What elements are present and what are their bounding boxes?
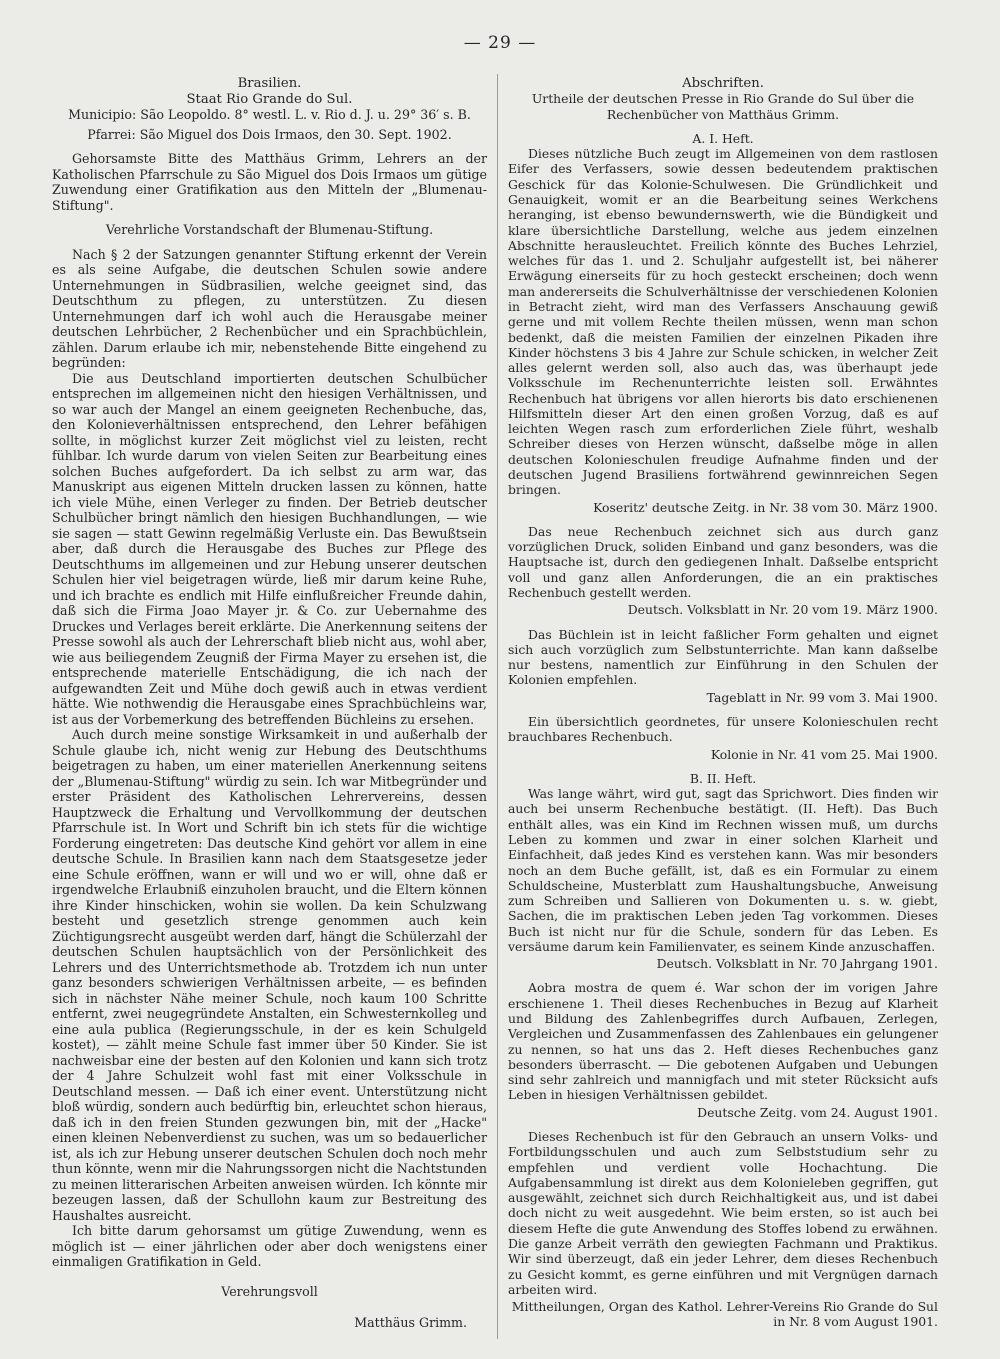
country-heading: Brasilien.	[237, 76, 302, 91]
review-text: Dieses nützliche Buch zeugt im Allgemeinen von dem rastlosen Eifer des Verfassers, sowie dessen bedeutendem praktischen Geschick für das Kolonie-Schulwesen. Die Gründlichkeit und Genauigkeit, womit er an die Bearbeitung seines Werkchens heranging, ist ebenso bewundernswerth, wie die Bündigkeit und klare übersichtliche Darstellung, welche aus jedem einzelnen Abschnitte herausleuchtet. Freilich könnte des Buches Lehrziel, welches für das 1. und 2. Schuljahr aufgestellt ist, bei näherer Erwägung einerseits für zu hoch gesteckt erscheinen; doch wenn man andererseits die Schulverhältnisse der verschiedenen Kolonien in Betracht zieht, wird man des Verfassers Anschauung gewiß gerne und mit vollem Rechte theilen müssen, wenn man schon bedenkt, daß die meisten Familien der einzelnen Pikaden ihre Kinder höchstens 3 bis 4 Jahre zur Schule schicken, in welcher Zeit alles gelernt werden soll, also auch das, was überhaupt jede Volksschule im Rechenunterrichte leisten soll. Erwähntes Rechenbuch hat übrigens vor allen hierorts bis dato erschienenen Hilfsmitteln dieser Art den einen großen Vorzug, daß es auf leichten Wegen rasch zum erforderlichen Ziele führt, weshalb Schreiber dieses von Herzen wünscht, daßselbe möge in allen deutschen Kolonieschulen freudige Aufnahme finden und der deutschen Jugend Brasiliens fortwährend gewinnreichen Segen bringen.	[508, 146, 938, 498]
body-paragraph: Die aus Deutschland importierten deutschen Schulbücher entsprechen im allgemeinen nicht den hiesigen Verhältnissen, und so war auch der Mangel an einem geeigneten Rechenbuche, das, den Kolonieverhältnissen entsprechend, den Lehrer befähigen sollte, in möglichst kurzer Zeit möglichst viel zu leisten, recht fühlbar. Ich wurde darum von vielen Seiten zur Bearbeitung eines solchen Buches aufgefordert. Da ich selbst zu arm war, das Manuskript aus eigenen Mitteln drucken lassen zu können, hatte ich viele Mühe, einen Verleger zu finden. Der Betrieb deutscher Schulbücher bringt nämlich den hiesigen Buchhandlungen, — wie sie sagen — statt Gewinn regelmäßig Verluste ein. Das Bewußtsein aber, daß durch die Herausgabe des Buches zur Pflege des Deutschthums im allgemeinen und zur Hebung unserer deutschen Schulen hier viel beigetragen würde, ließ mir darum keine Ruhe, und ich brachte es endlich mit Hilfe einflußreicher Freunde dahin, daß sich die Firma Joao Mayer jr. & Co. zur Uebernahme des Druckes und Verlages bereit erklärte. Die Anerkennung seitens der Presse sowohl als auch der Lehrerschaft blieb nicht aus, wohl aber, wie aus beiliegendem Zeugniß der Firma Mayer zu ersehen ist, die entsprechende materielle Entschädigung, die ich nach der aufgewandten Zeit und Mühe doch gewiß auch in etwas verdient hätte. Wie nothwendig die Herausgabe eines Sprachbüchleins war, ist aus der Vorbemerkung des betreffenden Büchleins zu ersehen.	[52, 370, 487, 727]
signature: Matthäus Grimm.	[354, 1315, 467, 1330]
request-paragraph: Gehorsamste Bitte des Matthäus Grimm, Lehrers an der Katholischen Pfarrschule zu São Miguel dos Dois Irmaos um gütige Zuwendung einer Gratifikation aus den Mitteln der „Blumenau-Stiftung".	[52, 151, 487, 213]
salutation: Verehrliche Vorstandschaft der Blumenau-Stiftung.	[105, 222, 434, 237]
review-source: Deutsch. Volksblatt in Nr. 70 Jahrgang 1901.	[656, 956, 938, 972]
state-heading: Staat Rio Grande do Sul.	[186, 91, 353, 107]
column-divider	[497, 74, 498, 1339]
right-column	[508, 76, 938, 1330]
body-paragraph: Ich bitte darum gehorsamst um gütige Zuwendung, wenn es möglich ist — einer jährlichen oder aber doch wenigstens einer einmaligen Gratifikation in Geld.	[52, 1223, 487, 1269]
review-source: Deutsch. Volksblatt in Nr. 20 vom 19. März 1900.	[627, 602, 938, 618]
pfarrei-line: Pfarrei: São Miguel dos Dois Irmaos, den 30. Sept. 1902.	[87, 126, 452, 142]
review-source: Tageblatt in Nr. 99 vom 3. Mai 1900.	[706, 689, 938, 705]
heft-2-heading: B. II. Heft.	[689, 770, 757, 786]
municipio-line: Municipio: São Leopoldo. 8° westl. L. v. Rio d. J. u. 29° 36′ s. B.	[68, 107, 471, 122]
body-paragraph: Nach § 2 der Satzungen genannter Stiftung erkennt der Verein es als seine Aufgabe, die deutschen Schulen sowie andere Unternehmungen in Südbrasilien, welche geeignet sind, das Deutschthum zu pflegen, zu unterstützen. Zu diesen Unternehmungen darf ich wohl auch die Herausgabe meiner deutschen Lehrbücher, 2 Rechenbücher und ein Sprachbüchlein, zählen. Darum erlaube ich mir, nebenstehende Bitte eingehend zu begründen:	[52, 246, 487, 370]
page-number: — 29 —	[463, 33, 537, 53]
review-text: Ein übersichtlich geordnetes, für unsere Kolonieschulen recht brauchbares Rechenbuch.	[508, 713, 938, 745]
review-source: Koseritz' deutsche Zeitg. in Nr. 38 vom 30. März 1900.	[593, 499, 938, 515]
closing: Verehrungsvoll	[221, 1283, 318, 1299]
copies-subtitle: Urtheile der deutschen Presse in Rio Grande do Sul über die Rechenbücher von Matthäus Grimm.	[531, 91, 915, 122]
review-source: Kolonie in Nr. 41 vom 25. Mai 1900.	[710, 746, 938, 762]
review-text: Aobra mostra de quem é. War schon der im vorigen Jahre erschienene 1. Theil dieses Rechenbuches in Bezug auf Klarheit und Bildung des Zahlenbegriffes durch Aufbauen, Zerlegen, Vergleichen und Zusammenfassen des Zahlenbaues ein gelungener zu nennen, so hat uns das 2. Heft dieses Rechenbuches ganz besonders überrascht. — Die gebotenen Aufgaben und Uebungen sind sehr zahlreich und mannigfach und mit steter Rücksicht aufs Leben in hiesigen Verhältnissen gebildet.	[508, 980, 938, 1103]
review-text: Dieses Rechenbuch ist für den Gebrauch an unsern Volks- und Fortbildungsschulen und auch zum Selbststudium sehr zu empfehlen und verdient volle Hochachtung. Die Aufgabensammlung ist direkt aus dem Kolonieleben gegriffen, gut ausgewählt, zeichnet sich durch Reichhaltigkeit aus, und ist dabei doch nicht zu weit ausgedehnt. Wie beim ersten, so ist auch bei diesem Hefte die gute Anwendung des Stoffes lobend zu erwähnen. Die ganze Arbeit verräth den gewiegten Fachmann und Praktikus. Wir sind überzeugt, daß ein jeder Lehrer, dem dieses Rechenbuch zu Gesicht kommt, es gerne einführen und mit Vergnügen darnach arbeiten wird.	[508, 1129, 938, 1297]
review-text: Das Büchlein ist in leicht faßlicher Form gehalten und eignet sich auch vorzüglich zum Selbstunterrichte. Man kann daßselbe nur bestens, namentlich zur Einführung in den Schulen der Kolonien empfehlen.	[508, 626, 938, 688]
left-column	[52, 76, 487, 1331]
body-paragraph: Auch durch meine sonstige Wirksamkeit in und außerhalb der Schule glaube ich, nicht wenig zur Hebung des Deutschthums beigetragen zu haben, um einer materiellen Anerkennung seitens der „Blumenau-Stiftung" würdig zu sein. Ich war Mitbegründer und erster Präsident des Katholischen Lehrervereins, dessen Hauptzweck die Erhaltung und Vervollkommung der deutschen Pfarrschule ist. In Wort und Schrift bin ich stets für die wichtige Forderung eingetreten: Das deutsche Kind gehört vor allem in eine deutsche Schule. In Brasilien kann nach dem Staatsgesetze jeder eine Schule eröffnen, wann er will und wo er will, ohne daß er irgendwelche Erlaubniß einzuholen braucht, und die Eltern können ihre Kinder hinschicken, wohin sie wollen. Da kein Schulzwang besteht und gesetzlich strenge genommen auch kein Züchtigungsrecht ausgeübt werden darf, hängt die Schülerzahl der deutschen Schulen hauptsächlich von der Persönlichkeit des Lehrers und des Unterrichtsmethode ab. Trotzdem ich nun unter ganz besonders schwierigen Verhältnissen arbeite, — es befinden sich in nächster Nähe meiner Schule, noch kaum 100 Schritte entfernt, zwei neugegründete Anstalten, ein Schwesternkolleg und eine aula publica (Regierungsschule, in der es kein Schulgeld kostet), — zählt meine Schule fast immer über 50 Kinder. Sie ist nachweisbar eine der besten auf den Kolonien und kann sich trotz der 4 Jahre Schulzeit wohl fast mit einer Volksschule in Deutschland messen. — Daß ich einer event. Unterstützung nicht bloß würdig, sondern auch bedürftig bin, erleuchtet schon hieraus, daß ich in den freien Stunden gezwungen bin, mit der „Hacke" einen kleinen Nebenverdienst zu suchen, was um so bedauerlicher ist, als ich zur Hebung unserer deutschen Schulen doch noch mehr thun könnte, wenn mir die Nahrungssorgen nicht die Nachtstunden zu meinen litterarischen Arbeiten anweisen würden. Ich könnte mir bezeugen lassen, daß der Schullohn kaum zur Bestreitung des Haushaltes ausreicht.	[52, 727, 487, 1223]
heft-1-heading: A. I. Heft.	[692, 130, 754, 146]
review-source: Mittheilungen, Organ des Kathol. Lehrer-Vereins Rio Grande do Sul in Nr. 8 vom August 1901.	[511, 1299, 938, 1330]
review-text: Was lange währt, wird gut, sagt das Sprichwort. Dies finden wir auch bei unserm Rechenbuche bestätigt. (II. Heft). Das Buch enthält alles, was ein Kind im Rechnen wissen muß, um durchs Leben zu kommen und zwar in einer solchen Klarheit und Einfachheit, daß jedes Kind es verstehen kann. Was mir besonders noch an dem Buche gefällt, ist, daß es ein Formular zu einem Schuldscheine, Musterblatt zum Haushaltungsbuche, Anweisung zum Schreiben und Sallieren von Dokumenten u. s. w. giebt, Sachen, die im praktischen Leben jeden Tag vorkommen. Dieses Buch ist nicht nur für die Schule, sondern für das Leben. Es versäume darum kein Familienvater, es seinem Kinde anzuschaffen.	[508, 786, 938, 954]
review-text: Das neue Rechenbuch zeichnet sich aus durch ganz vorzüglichen Druck, soliden Einband und ganz besonders, was die Hauptsache ist, durch den gediegenen Inhalt. Daßselbe entspricht voll und ganz allen Anforderungen, die an ein praktisches Rechenbuch gestellt werden.	[508, 523, 938, 600]
copies-title: Abschriften.	[682, 76, 764, 91]
review-source: Deutsche Zeitg. vom 24. August 1901.	[697, 1104, 938, 1120]
